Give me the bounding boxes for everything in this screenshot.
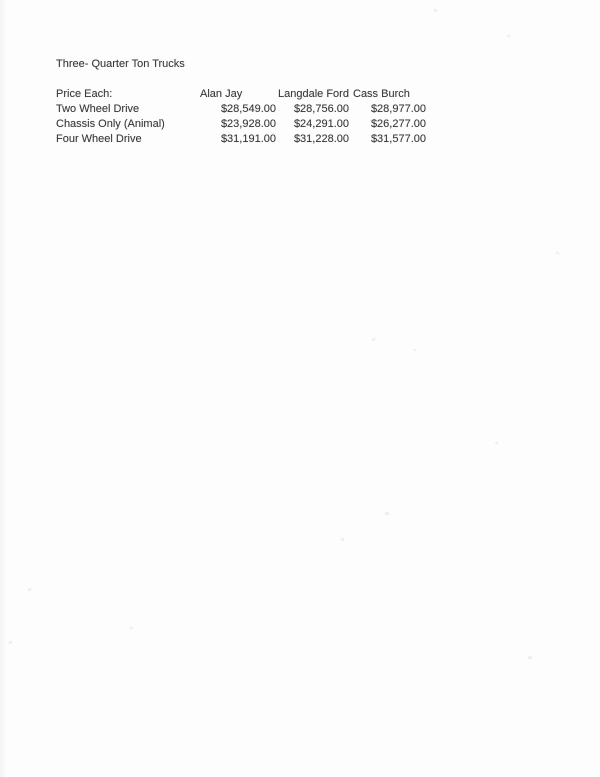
scan-edge-shadow <box>0 0 7 777</box>
scan-speck <box>528 656 532 659</box>
scan-speck <box>507 35 510 37</box>
price-two-wheel-drive-alan-jay: $28,549.00 <box>220 103 276 115</box>
column-header-alan-jay: Alan Jay <box>200 88 243 100</box>
scan-speck <box>385 512 389 515</box>
column-header-langdale-ford: Langdale Ford <box>278 88 349 100</box>
price-two-wheel-drive-langdale-ford: $28,756.00 <box>293 103 349 115</box>
scan-speck <box>495 442 498 444</box>
scan-speck <box>414 349 416 351</box>
price-chassis-only-langdale-ford: $24,291.00 <box>293 118 349 130</box>
scan-speck <box>9 641 12 644</box>
document-title: Three- Quarter Ton Trucks <box>56 58 185 70</box>
row-label-four-wheel-drive: Four Wheel Drive <box>56 133 142 145</box>
price-four-wheel-drive-alan-jay: $31,191.00 <box>220 133 276 145</box>
row-label-chassis-only-animal: Chassis Only (Animal) <box>56 118 165 130</box>
price-table <box>56 87 426 147</box>
scan-speck <box>556 252 559 254</box>
price-four-wheel-drive-cass-burch: $31,577.00 <box>370 133 426 145</box>
row-label-two-wheel-drive: Two Wheel Drive <box>56 103 140 115</box>
scan-speck <box>372 338 375 341</box>
price-four-wheel-drive-langdale-ford: $31,228.00 <box>293 133 349 145</box>
scan-speck <box>341 538 344 541</box>
table-header-price-each: Price Each: <box>56 88 113 100</box>
column-header-cass-burch: Cass Burch <box>353 88 410 100</box>
price-chassis-only-alan-jay: $23,928.00 <box>220 118 276 130</box>
scan-speck <box>28 588 31 591</box>
scan-speck <box>130 627 133 629</box>
price-chassis-only-cass-burch: $26,277.00 <box>370 118 426 130</box>
scan-speck <box>434 9 437 12</box>
price-two-wheel-drive-cass-burch: $28,977.00 <box>370 103 426 115</box>
